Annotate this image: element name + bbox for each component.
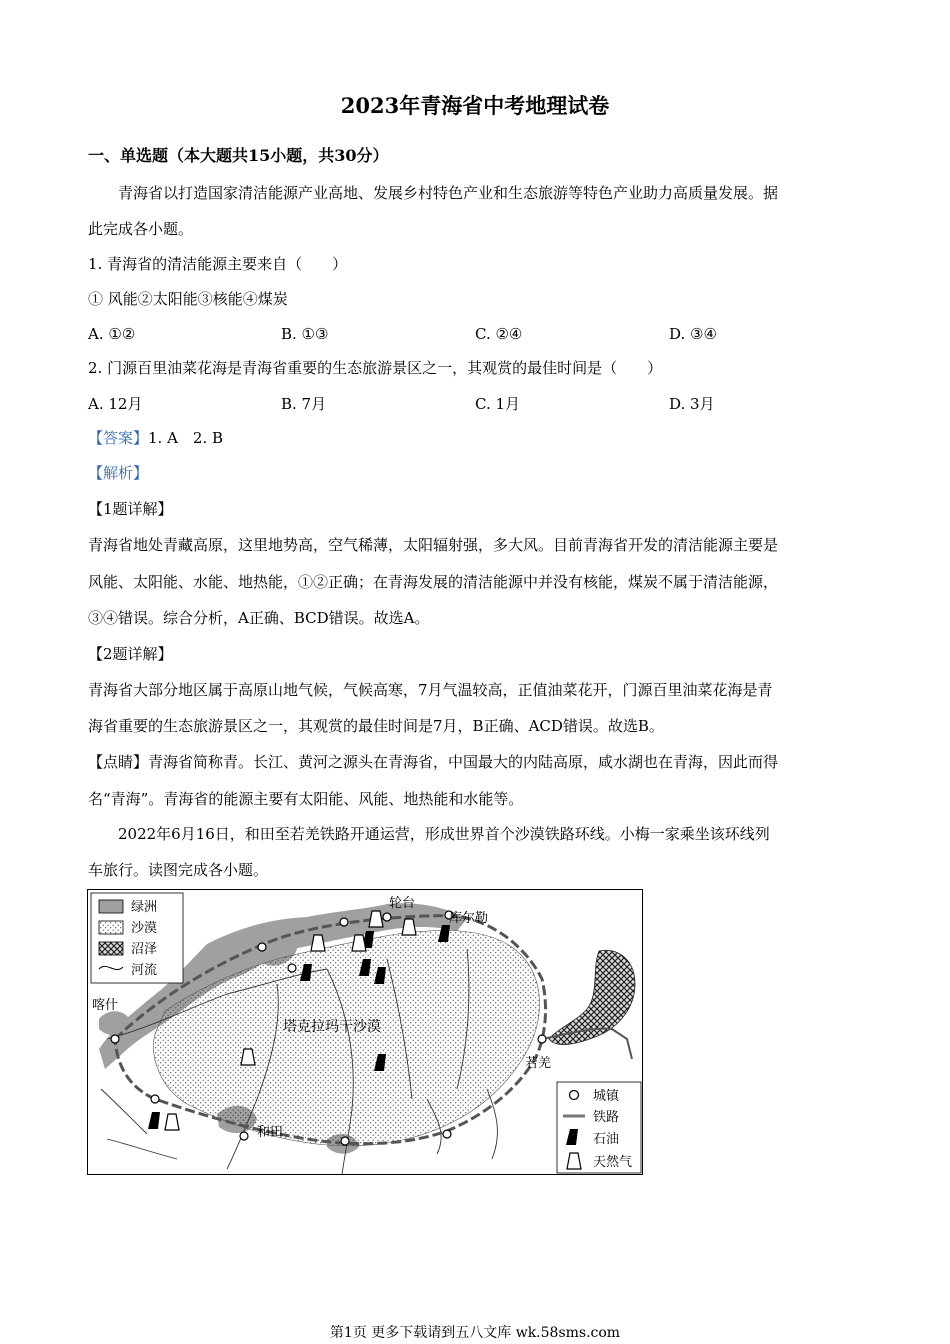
- gas-icon: [402, 919, 416, 935]
- answer-line: [88, 431, 223, 446]
- tip-line2: 名“青海”。青海省的能源主要有太阳能、风能、地热能和水能等。: [88, 790, 524, 808]
- legend-swamp-label: 沼泽: [131, 942, 158, 957]
- town-marker: [258, 943, 266, 951]
- q2-option-d: D. 3月: [669, 395, 715, 413]
- page-title: 2023年青海省中考地理试卷: [340, 93, 610, 118]
- legend-oasis-swatch: [99, 900, 123, 913]
- legend-bottom: [557, 1082, 641, 1173]
- intro2-line1: 2022年6月16日，和田至若羌铁路开通运营，形成世界首个沙漠铁路环线。小梅一家乘坐该环线列: [118, 825, 770, 843]
- detail2-line: 海省重要的生态旅游景区之一，其观赏的最佳时间是7月，B正确、ACD错误。故选B。: [88, 717, 664, 735]
- legend-gas-swatch: [567, 1153, 581, 1169]
- town-luntai: [383, 913, 391, 921]
- intro1-line2: 此完成各小题。: [88, 220, 194, 238]
- legend-river-label: 河流: [131, 963, 158, 978]
- detail2-line: 青海省大部分地区属于高原山地气候，气候高寒，7月气温较高，正值油菜花开，门源百里油菜花海是青: [88, 681, 773, 699]
- q1-stem: 1. 青海省的清洁能源主要来自（ ）: [88, 255, 348, 273]
- label-korla: 库尔勒: [449, 911, 489, 926]
- gas-icon: [369, 911, 383, 927]
- town-marker: [341, 1137, 349, 1145]
- gas-icon: [241, 1049, 255, 1065]
- tip-line1: 【点睛】青海省简称青。长江、黄河之源头在青海省，中国最大的内陆高原，咸水湖也在青海，因此而得: [88, 753, 779, 771]
- town-marker: [340, 918, 348, 926]
- legend-desert-swatch: [99, 921, 123, 934]
- label-desert: 塔克拉玛干沙漠: [283, 1019, 381, 1035]
- town-marker: [443, 1130, 451, 1138]
- gas-icon: [165, 1114, 179, 1130]
- page-footer: 第1页 更多下载请到五八文库 wk.58sms.com: [329, 1325, 621, 1341]
- tarim-railway-map: [87, 889, 643, 1175]
- detail1-line: 青海省地处青藏高原，这里地势高，空气稀薄，太阳辐射强，多大风。目前青海省开发的清洁能源主要是: [88, 536, 779, 554]
- label-kashgar: 喀什: [92, 998, 119, 1013]
- q1-option-a: A. ①②: [88, 325, 136, 343]
- intro1-line1: 青海省以打造国家清洁能源产业高地、发展乡村特色产业和生态旅游等特色产业助力高质量发展。据: [118, 184, 779, 202]
- legend-swamp-swatch: [99, 942, 123, 955]
- section-heading: 一、单选题（本大题共15小题，共30分）: [88, 146, 389, 165]
- detail2-tag: 【2题详解】: [88, 645, 173, 663]
- q1-option-d: D. ③④: [669, 325, 717, 343]
- town-marker: [288, 964, 296, 972]
- answer-tag: 【答案】: [88, 429, 149, 447]
- legend-oasis-label: 绿洲: [131, 900, 158, 915]
- answer-text: 1. A 2. B: [148, 429, 224, 447]
- detail1-tag: 【1题详解】: [88, 500, 173, 518]
- gas-icon: [311, 935, 325, 951]
- q2-option-a: A. 12月: [88, 395, 143, 413]
- town-marker: [151, 1095, 159, 1103]
- town-ruoqiang: [538, 1035, 546, 1043]
- detail1-line: 风能、太阳能、水能、地热能，①②正确；在青海发展的清洁能源中并没有核能，煤炭不属于清洁能源，: [88, 573, 779, 591]
- legend-gas-label: 天然气: [593, 1155, 633, 1170]
- legend-rail-label: 铁路: [593, 1110, 620, 1125]
- label-ruoqiang: 若羌: [525, 1056, 552, 1071]
- legend-oil-label: 石油: [593, 1132, 620, 1147]
- intro2-line2: 车旅行。读图完成各小题。: [88, 861, 269, 879]
- q2-option-b: B. 7月: [281, 395, 327, 413]
- q2-stem: 2. 门源百里油菜花海是青海省重要的生态旅游景区之一，其观赏的最佳时间是（ ）: [88, 359, 663, 377]
- q1-items: ① 风能②太阳能③核能④煤炭: [88, 290, 288, 308]
- q1-option-c: C. ②④: [475, 325, 523, 343]
- label-hotan: 和田: [257, 1125, 284, 1140]
- label-luntai: 轮台: [389, 896, 416, 911]
- legend-desert-label: 沙漠: [131, 921, 158, 936]
- legend-town-label: 城镇: [593, 1089, 620, 1104]
- town-hotan: [240, 1132, 248, 1140]
- legend-town-swatch: [570, 1091, 579, 1100]
- analysis-tag: 【解析】: [88, 464, 149, 482]
- gas-icon: [352, 935, 366, 951]
- q1-option-b: B. ①③: [281, 325, 329, 343]
- detail1-line: ③④错误。综合分析，A正确、BCD错误。故选A。: [88, 609, 430, 627]
- town-kashgar: [111, 1035, 119, 1043]
- q2-option-c: C. 1月: [475, 395, 521, 413]
- legend-top: [91, 893, 183, 983]
